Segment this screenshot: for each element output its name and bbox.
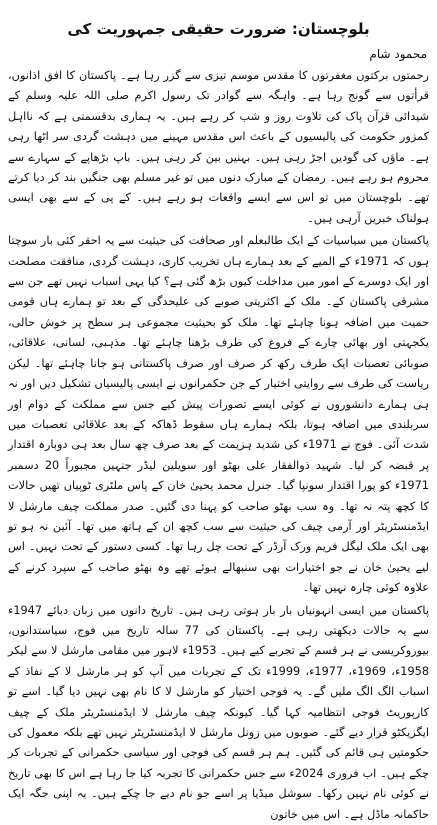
article-paragraph-3: پاکستان میں ایسی انہونیاں بار بار ہوتی رہی ہیں۔ تاریخ دانوں میں زبان دبائے 1947ء سے یہ حالات دیکھتی رہی ہے۔ پاکستان کی 77 سالہ تاریخ میں فوج، سیاستدانوں، بیوروکریسی نے ہر قسم کے تجربے کیے ہیں۔ 1953ء لاہور میں مقامی مارشل لا سے لیکر 1958ء، 1969ء، 1977ء، 1999ء تک کے تجربات میں آپ کو ہر مارشل لا کے نفاذ کے اسباب الگ الگ ملیں گے۔ یہ فوجی اختیار کو مارشل لا کا نام بھی نہیں دیا گیا۔ اسے تو کارپوریٹ فوجی انتظامیہ کہا گیا۔ کیونکہ چیف مارشل لا ایڈمنسٹریٹر ملک کے چیف ایگزیکٹو قرار دیے گئے۔ صوبوں میں زونل مارشل لا ایڈمنسٹریٹر نہیں تھے بلکہ معمول کی حکومتیں ہی قائم کی گئیں۔ ہم ہر قسم کی فوجی اور سیاسی حکمرانی کے تجربات کر چکے ہیں۔ اب فروری 2024ء سے جس حکمرانی کا تجربہ کیا جا رہا ہے اس کا بھی تاریخ نے کوئی نام نہیں رکھا۔ سوشل میڈیا پر اسے جو نام دیے جا چکے ہیں۔ یہ اپنی جگہ ایک حاکمانہ ماڈل ہے۔ اس میں خاتون: [8, 603, 430, 821]
article-title: بلوچستان: ضرورت حقیقی جمہوریت کی: [67, 20, 370, 38]
article-paragraph-1: رحمتوں برکتوں مغفرتوں کا مقدس موسم تیزی سے گزر رہا ہے۔ پاکستان کا افق اذانوں، قرأتوں سے گونج رہا ہے۔ واہگہ سے گوادر تک رسول اکرم صلی اللہ علیہ وسلم کے شیدائی قرآن پاک کی تلاوت روز و شب کر رہے ہیں۔ یہ ہماری بدقسمتی ہے کہ نااہل کمزور حکومت کی پالیسیوں کے باعث اس مقدس مہینے میں دہشت گردی سر اٹھا رہی ہے۔ ماؤں کی گودیں اجڑ رہی ہیں۔ بہنیں بین کر رہی ہیں۔ باپ بڑھاپے کے سہارے سے محروم ہو رہے ہیں۔ رمضان کے مبارک دنوں میں تو غیر مسلم بھی جنگیں بند کر دیا کرتے تھے۔ بلوچستان میں تو اس سے ایسے واقعات ہو رہے ہیں۔ کے پی کے سے بھی ایسی ہولناک خبریں آرہی ہیں۔: [8, 69, 429, 225]
article-paragraph-2: پاکستان میں سیاسیات کے ایک طالبعلم اور صحافت کی حیثیت سے یہ احقر کئی بار سوچتا ہوں کہ 1971ء کے المیے کے بعد ہمارے ہاں تخریب کاری، دہشت گردی، منافقت مصلحت اور ایک دوسرے کے امور میں مداخلت کیوں بڑھ گئی ہے؟ کیا یہی اسباب نہیں تھے جن سے مشرقی پاکستان کے۔ ملک کے اکثریتی صوبے کی علیحدگی کے بعد تو ہمارے ہاں قومی حمیت میں اضافہ ہونا چاہئے تھا۔ ملک کو بحیثیت مجموعی ہر سطح پر خوش حالی، یکجہتی اور بھائی چارے کے فروغ کی طرف بڑھنا چاہئے تھا۔ مذہبی، لسانی، علاقائی، صوبائی تعصبات ایک طرف رکھ کر صرف اور صرف پاکستانی ہو جانا چاہئے تھا۔ لیکن ریاست کی طرف سے روایتی اختیار کے جن حکمرانوں نے ایسی پالیسیاں تشکیل دیں اور نہ ہی ہمارے دانشوروں نے کوئی ایسے تصورات پیش کیے جس سے مملکت کے دوام اور سربلندی میں اضافہ ہوتا، بلکہ ہمارے ہاں سقوط ڈھاکہ کے بعد علاقائی تعصبات میں شدت آئی۔ فوج نے 1971ء کی شدید ہزیمت کے بعد صرف چھ سال بعد ہی دوبارہ اقتدار پر قبضہ کر لیا۔ شہید ذوالفقار علی بھٹو اور سویلین لیڈر جنہیں مجبوراً 20 دسمبر 1971ء کو پورا اقتدار سونپا گیا۔ جنرل محمد یحییٰ خان کے پاس ملٹری ٹوپیاں تھیں حالات کا کچھ پتہ نہ تھا۔ وہ سب بھٹو صاحب کو پہنا دی گئیں۔ صدر مملکت چیف مارشل لا ایڈمنسٹریٹر اور آرمی چیف کی حیثیت سے سب کچھ ان کے ہاتھ میں تھا۔ آئین نہ ہو تو بھی ایک ملک لیگل فریم ورک آرڈر کے تحت چل رہا تھا۔ کسی دستور کے تحت نہیں۔ اس لیے یحییٰ خان نے جو اختیارات بھی سنبھالے ہوئے تھے وہ بھٹو صاحب کے سپرد کرنے کے علاوہ کوئی چارہ نہیں تھا۔: [8, 234, 429, 595]
author-name: محمود شام: [369, 47, 427, 61]
